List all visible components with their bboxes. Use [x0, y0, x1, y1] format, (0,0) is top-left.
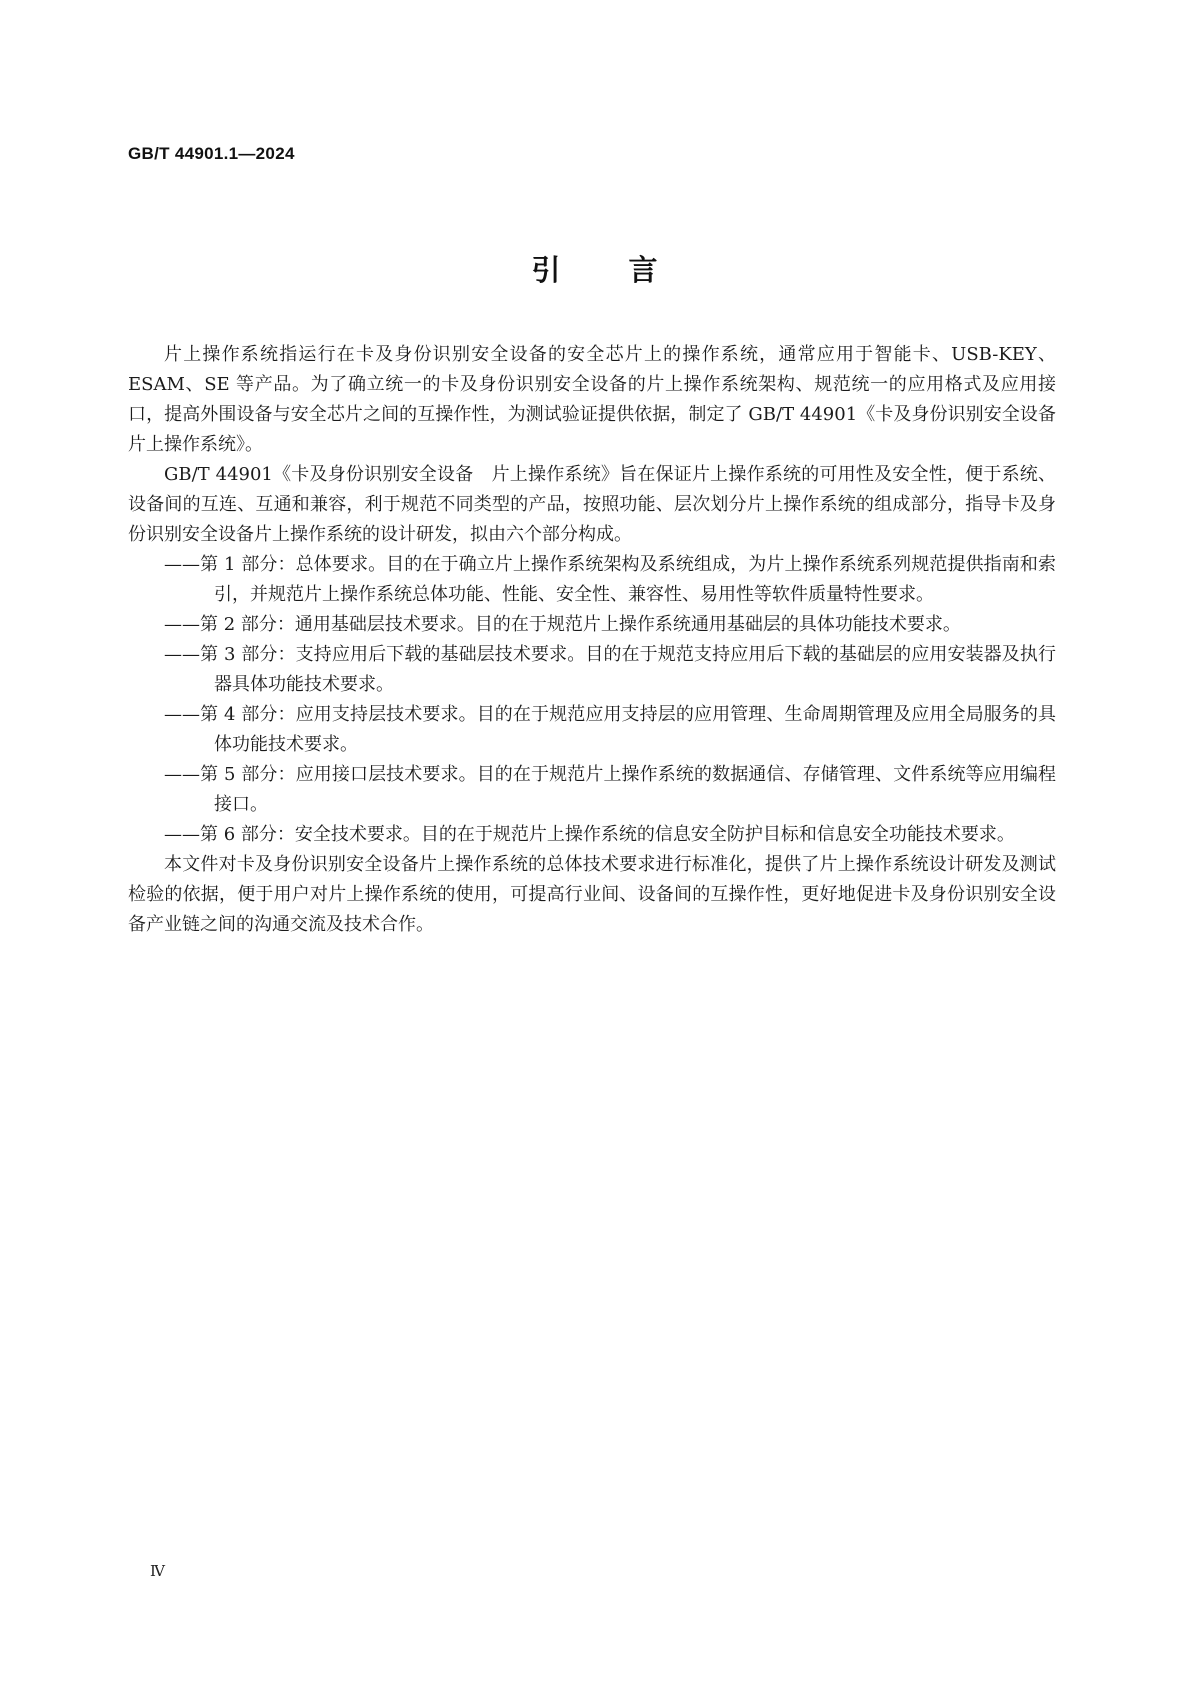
- part-item-1: ——第 1 部分：总体要求。目的在于确立片上操作系统架构及系统组成，为片上操作系统系列规范提供指南和索引，并规范片上操作系统总体功能、性能、安全性、兼容性、易用性等软件质量特性要求。: [164, 554, 1056, 605]
- section-title: 引 言: [531, 253, 660, 287]
- document-code: GB/T 44901.1—2024: [128, 144, 295, 163]
- intro-paragraph-3: 本文件对卡及身份识别安全设备片上操作系统的总体技术要求进行标准化，提供了片上操作系统设计研发及测试检验的依据，便于用户对片上操作系统的使用，可提高行业间、设备间的互操作性，更好地促进卡及身份识别安全设备产业链之间的沟通交流及技术合作。: [128, 854, 1056, 935]
- part-item-2: ——第 2 部分：通用基础层技术要求。目的在于规范片上操作系统通用基础层的具体功能技术要求。: [164, 614, 961, 635]
- part-item-4: ——第 4 部分：应用支持层技术要求。目的在于规范应用支持层的应用管理、生命周期管理及应用全局服务的具体功能技术要求。: [164, 704, 1056, 755]
- intro-paragraph-2: GB/T 44901《卡及身份识别安全设备 片上操作系统》旨在保证片上操作系统的可用性及安全性，便于系统、设备间的互连、互通和兼容，利于规范不同类型的产品，按照功能、层次划分片上操作系统的组成部分，指导卡及身份识别安全设备片上操作系统的设计研发，拟由六个部分构成。: [128, 464, 1056, 545]
- part-item-3: ——第 3 部分：支持应用后下载的基础层技术要求。目的在于规范支持应用后下载的基础层的应用安装器及执行器具体功能技术要求。: [164, 644, 1056, 695]
- introduction-body: [128, 340, 1074, 940]
- part-item-5: ——第 5 部分：应用接口层技术要求。目的在于规范片上操作系统的数据通信、存储管理、文件系统等应用编程接口。: [164, 764, 1056, 815]
- intro-paragraph-1: 片上操作系统指运行在卡及身份识别安全设备的安全芯片上的操作系统，通常应用于智能卡、USB-KEY、ESAM、SE 等产品。为了确立统一的卡及身份识别安全设备的片上操作系统架构、规范统一的应用格式及应用接口，提高外围设备与安全芯片之间的互操作性，为测试验证提供依据，制定了 GB/T 44901《卡及身份识别安全设备 片上操作系统》。: [128, 344, 1074, 455]
- part-item-6: ——第 6 部分：安全技术要求。目的在于规范片上操作系统的信息安全防护目标和信息安全功能技术要求。: [164, 824, 1015, 845]
- page-number: Ⅳ: [150, 1562, 165, 1580]
